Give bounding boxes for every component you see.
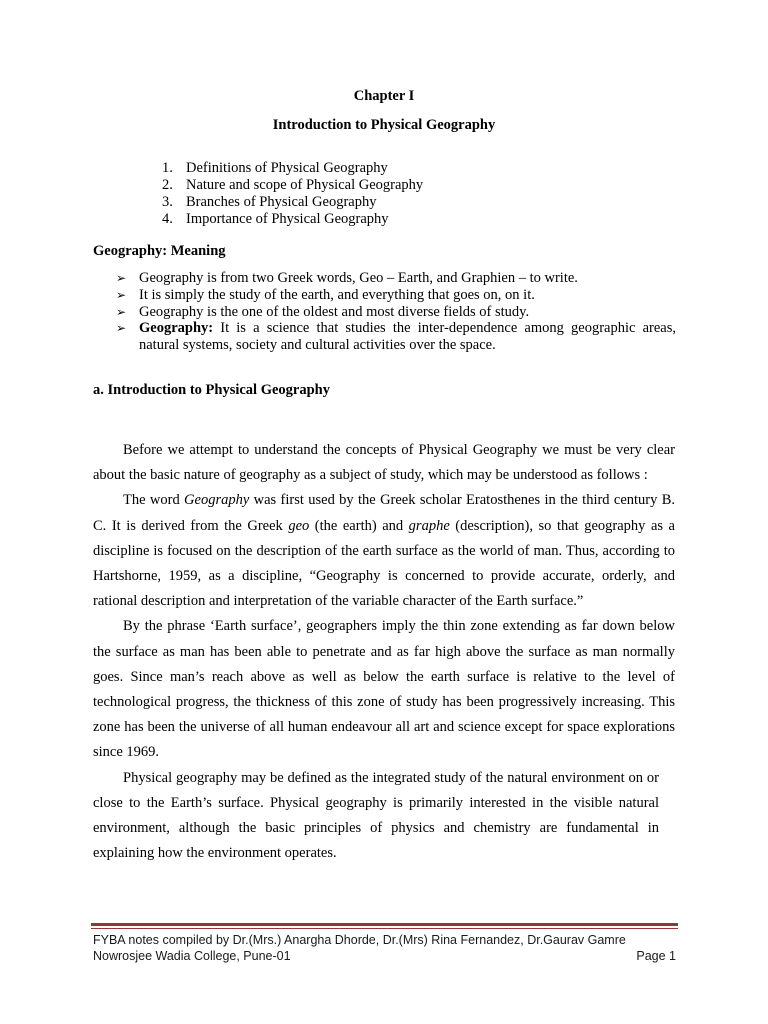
bullet-item: ➢ Geography is from two Greek words, Geo – Earth, and Graphien – to write.: [116, 270, 578, 286]
chapter-label: Chapter I: [353, 88, 415, 104]
table-of-contents: [162, 160, 423, 228]
page-number: Page 1: [636, 949, 676, 963]
chapter-title: Introduction to Physical Geography: [272, 117, 496, 133]
paragraph: The word Geography was first used by the Greek scholar Eratosthenes in the third century B. C. It is derived from the Greek geo (the earth) and graphe (description), so that geography as a discipline is focused on the description of the earth surface as the world of man. Thus, according to Hartshorne, 1959, as a discipline, “Geography is concerned to provide accurate, orderly, and rational description and interpretation of the variable character of the Earth surface.”: [93, 492, 676, 610]
footer-institution: Nowrosjee Wadia College, Pune-01: [93, 949, 291, 963]
footer-rule-thin: [91, 928, 678, 929]
section-heading-meaning: Geography: Meaning: [93, 243, 226, 259]
arrow-bullet-icon: ➢: [116, 287, 127, 302]
toc-item: 4. Importance of Physical Geography: [162, 211, 389, 227]
arrow-bullet-icon: ➢: [116, 271, 127, 285]
bullet-item: ➢ It is simply the study of the earth, and everything that goes on, on it.: [116, 286, 535, 303]
bullet-item: ➢ Geography: It is a science that studies the inter-dependence among geographic areas, natural systems, society and cultural activities over the space.: [116, 320, 676, 354]
section-heading-introduction: a. Introduction to Physical Geography: [93, 382, 330, 398]
arrow-bullet-icon: ➢: [116, 321, 127, 336]
paragraph: Physical geography may be defined as the integrated study of the natural environment on or close to the Earth’s surface. Physical geography is primarily interested in the visible natural environment, although the basic principles of physics and chemistry are fundamental in explaining how the environment operates.: [93, 769, 659, 862]
footer-rule: [91, 923, 678, 926]
body-text: [93, 438, 675, 866]
paragraph: By the phrase ‘Earth surface’, geographers imply the thin zone extending as far down below the surface as man has been able to penetrate and as far high above the surface as man normally goes. Since man’s reach above as well as below the earth surface is relative to the level of technological progress, the thickness of this zone of study has been progressively increasing. This zone has been the universe of all human endeavour all art and science except for space explorations since 1969.: [93, 618, 675, 761]
meaning-bullet-list: [116, 270, 676, 354]
toc-item: 3. Branches of Physical Geography: [162, 194, 377, 210]
arrow-bullet-icon: ➢: [116, 304, 127, 319]
toc-item: 2. Nature and scope of Physical Geography: [162, 177, 424, 193]
paragraph: Before we attempt to understand the concepts of Physical Geography we must be very clear about the basic nature of geography as a subject of study, which may be understood as follows :: [93, 442, 675, 484]
bullet-item: ➢ Geography is the one of the oldest and most diverse fields of study.: [116, 303, 530, 320]
footer-institution-row: [93, 949, 676, 963]
toc-item: 1. Definitions of Physical Geography: [162, 160, 388, 176]
footer-credits: FYBA notes compiled by Dr.(Mrs.) Anargha Dhorde, Dr.(Mrs) Rina Fernandez, Dr.Gaurav Gamre: [93, 933, 626, 947]
